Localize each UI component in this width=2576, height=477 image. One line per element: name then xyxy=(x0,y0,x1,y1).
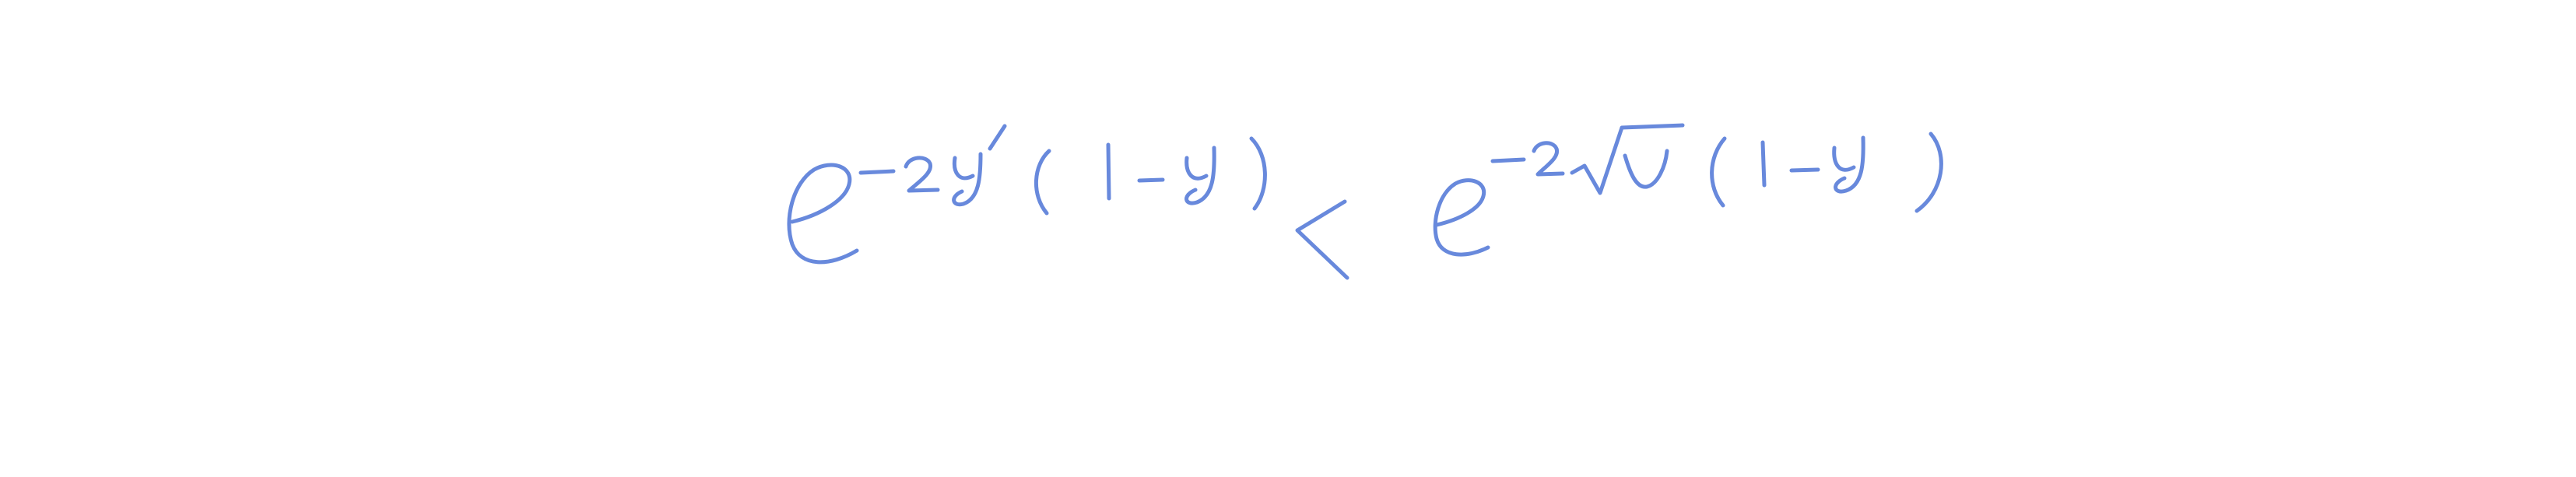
left-close-paren xyxy=(1251,139,1265,209)
sqrt-variable-v xyxy=(1625,151,1667,187)
right-digit-2 xyxy=(1534,143,1563,174)
left-minus-sign xyxy=(861,171,893,173)
right-base-e xyxy=(1435,181,1488,254)
left-open-paren xyxy=(1036,151,1049,213)
right-open-paren xyxy=(1712,139,1725,205)
left-variable-y xyxy=(954,154,981,205)
left-inner-y xyxy=(1187,148,1215,203)
right-minus-sign xyxy=(1493,160,1524,161)
right-term xyxy=(1435,125,1941,254)
left-term xyxy=(789,126,1265,262)
left-digit-2 xyxy=(906,158,938,191)
left-prime-mark xyxy=(990,126,1005,149)
right-close-paren xyxy=(1917,134,1941,211)
left-digit-1 xyxy=(1108,145,1109,198)
right-inner-y xyxy=(1834,138,1863,191)
right-digit-1 xyxy=(1763,142,1764,185)
less-than-sign xyxy=(1297,202,1347,278)
left-inner-minus xyxy=(1139,180,1163,181)
left-base-e xyxy=(789,165,857,262)
